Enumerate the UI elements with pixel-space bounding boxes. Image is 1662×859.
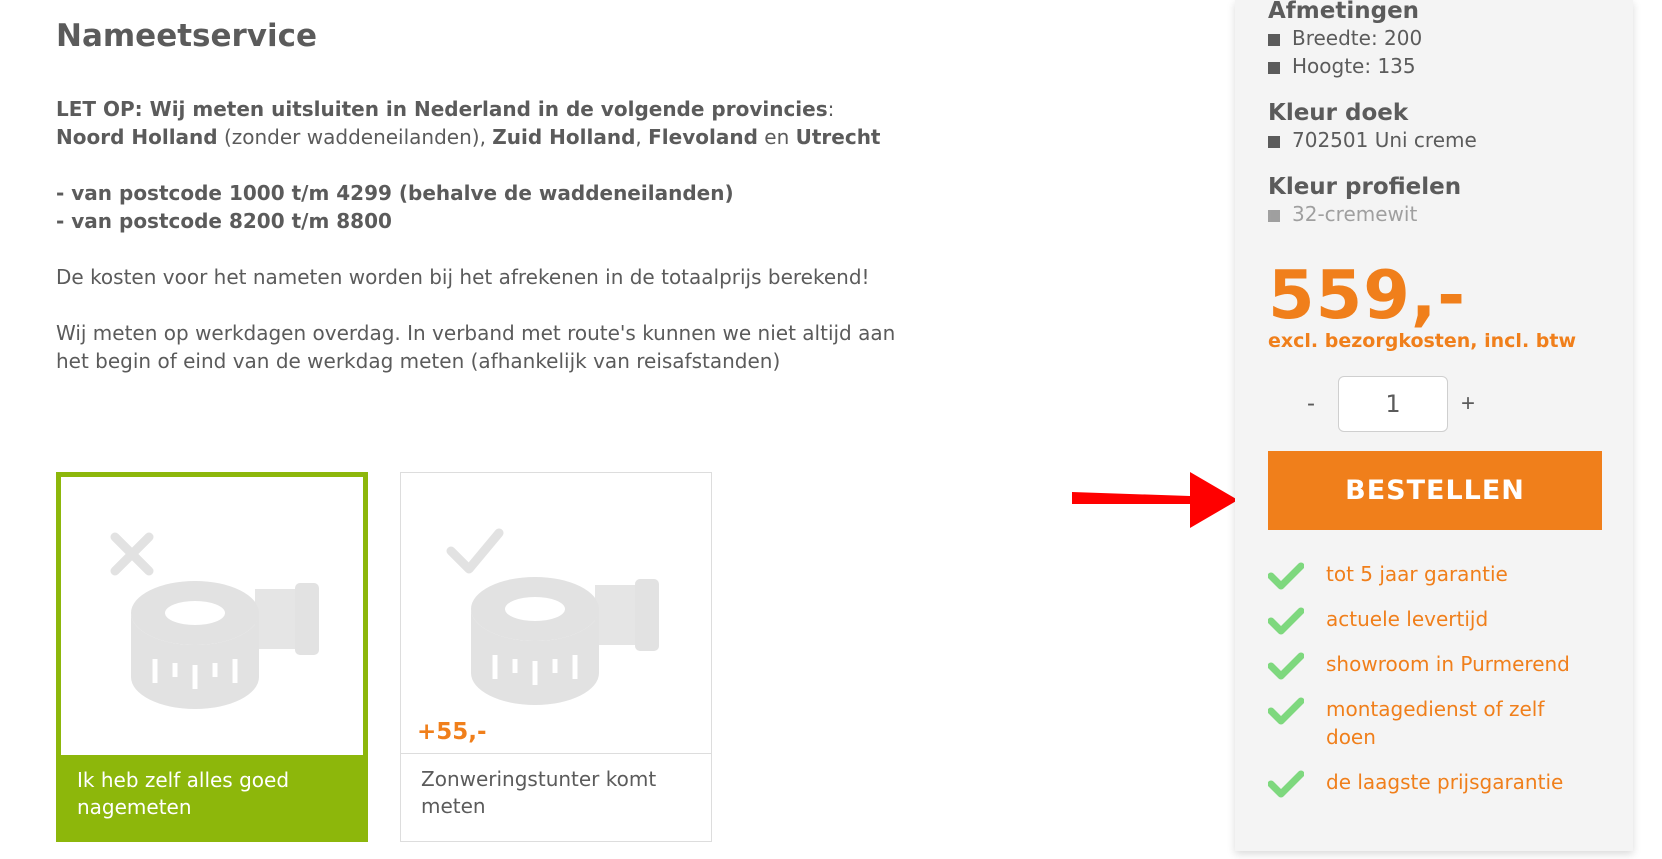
page-title: Nameetservice (56, 18, 318, 54)
red-arrow-icon (1072, 470, 1242, 530)
option-professional-measuring[interactable] (400, 472, 712, 842)
usp-item (1268, 605, 1608, 633)
check-icon (1268, 652, 1304, 680)
notice-heading: LET OP: Wij meten uitsluiten in Nederland in de volgende provincies (56, 97, 828, 121)
schedule-note: Wij meten op werkdagen overdag. In verband met route's kunnen we niet altijd aan het begin of eind van de werkdag meten (afhankelijk van reisafstanden) (56, 321, 896, 373)
usp-list (1268, 560, 1608, 813)
costs-note: De kosten voor het nameten worden bij het afrekenen in de totaalprijs berekend! (56, 265, 870, 289)
product-price: 559,- (1268, 256, 1467, 334)
spec-fabric (1268, 100, 1477, 154)
bullet-square-icon (1268, 62, 1280, 74)
check-measuring-tape-icon (445, 523, 665, 723)
usp-item (1268, 650, 1608, 678)
option-self-image (61, 477, 363, 755)
quantity-input[interactable] (1338, 376, 1448, 432)
usp-link-price-guarantee[interactable]: de laagste prijsgarantie (1326, 770, 1564, 794)
dimensions-heading: Afmetingen (1268, 0, 1420, 24)
check-icon (1268, 607, 1304, 635)
usp-item (1268, 695, 1608, 751)
order-button[interactable]: BESTELLEN (1268, 451, 1602, 530)
spec-dimensions (1268, 0, 1422, 80)
province-flevoland: Flevoland (648, 125, 758, 149)
option-self-label: Ik heb zelf alles goed nagemeten (77, 768, 290, 819)
usp-item (1268, 560, 1608, 588)
usp-item (1268, 768, 1608, 796)
profiles-heading: Kleur profielen (1268, 174, 1462, 200)
province-noord-holland: Noord Holland (56, 125, 218, 149)
province-zuid-holland: Zuid Holland (492, 125, 636, 149)
quantity-increase-button[interactable]: + (1461, 390, 1476, 417)
price-note: excl. bezorgkosten, incl. btw (1268, 330, 1577, 352)
bullet-square-icon (1268, 34, 1280, 46)
option-pro-image (401, 473, 711, 754)
spec-height: Hoogte: 135 (1268, 52, 1422, 80)
postcode-range-1: - van postcode 1000 t/m 4299 (behalve de waddeneilanden) (56, 181, 734, 205)
spec-profiles (1268, 174, 1461, 228)
cross-measuring-tape-icon (105, 527, 325, 727)
usp-link-installation[interactable]: montagedienst of zelf doen (1326, 697, 1545, 749)
usp-link-showroom[interactable]: showroom in Purmerend (1326, 652, 1570, 676)
option-pro-price: +55,- (417, 719, 487, 745)
option-pro-label: Zonweringstunter komt meten (421, 767, 657, 818)
measure-info (56, 95, 936, 375)
quantity-decrease-button[interactable]: - (1307, 390, 1315, 417)
spec-profile-color: 32-cremewit (1268, 200, 1461, 228)
bullet-square-icon (1268, 210, 1280, 222)
check-icon (1268, 770, 1304, 798)
check-icon (1268, 562, 1304, 590)
usp-link-warranty[interactable]: tot 5 jaar garantie (1326, 562, 1508, 586)
province-notice: LET OP: Wij meten uitsluiten in Nederland in de volgende provincies: Noord Holland (zonder waddeneilanden), Zuid Holland, Flevoland en Utrecht (56, 97, 881, 149)
fabric-heading: Kleur doek (1268, 100, 1409, 126)
bullet-square-icon (1268, 136, 1280, 148)
order-sidebar (1235, 0, 1633, 851)
usp-link-delivery[interactable]: actuele levertijd (1326, 607, 1489, 631)
province-utrecht: Utrecht (795, 125, 881, 149)
spec-fabric-color: 702501 Uni creme (1268, 126, 1477, 154)
option-self-measured[interactable] (56, 472, 368, 842)
check-icon (1268, 697, 1304, 725)
spec-width: Breedte: 200 (1268, 24, 1422, 52)
postcode-range-2: - van postcode 8200 t/m 8800 (56, 209, 392, 233)
